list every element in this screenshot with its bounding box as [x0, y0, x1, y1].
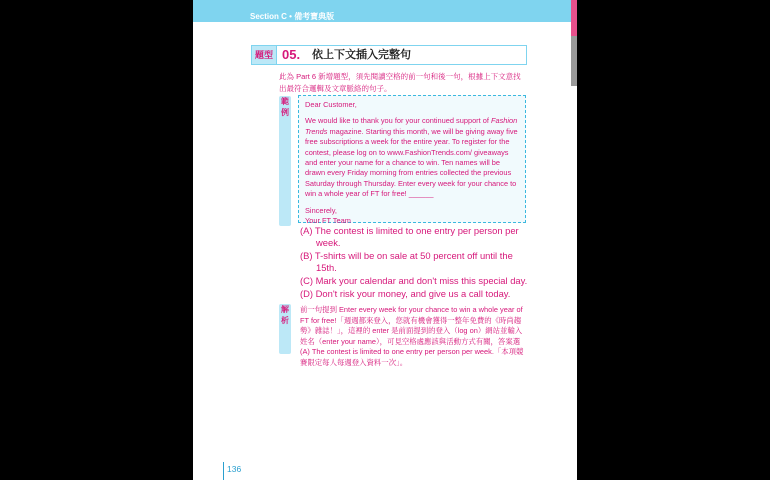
option-b: (B) T-shirts will be on sale at 50 percent off until the 15th.	[300, 250, 513, 273]
page-edge-strip	[571, 36, 577, 86]
answer-options	[300, 225, 528, 301]
example-label-char-2: 例	[281, 108, 289, 117]
book-page	[193, 0, 577, 480]
title-number: 05.	[282, 47, 301, 62]
letter-greeting: Dear Customer,	[305, 100, 357, 109]
title-divider	[276, 46, 277, 64]
letter-body	[305, 116, 519, 199]
option-a: (A) The contest is limited to one entry per person per week.	[300, 225, 519, 248]
title-label: 題型	[252, 46, 276, 64]
letter-signature: Your FT Team	[305, 216, 351, 226]
letter-closing: Sincerely,	[305, 205, 337, 215]
option-c: (C) Mark your calendar and don't miss this special day.	[300, 275, 528, 286]
header-bullet: •	[289, 12, 292, 21]
chapter-tab	[571, 0, 577, 36]
analysis-label-char-1: 解	[281, 305, 289, 314]
letter-body-start: We would like to thank you for your continued support of	[305, 116, 491, 126]
section-header	[250, 11, 334, 22]
question-type-title	[251, 45, 527, 65]
letter-body-rest: magazine. Starting this month, we will be giving away five free subscriptions a week for the entire year. To register for the contest, please log on to www.FashionTrends.com/ giveaways and enter your name for a chance to win. Ten names will be drawn every Friday morning from entries collected the previous Saturday through Thursday. Enter every week for your chance to win a whole year of FT for free! ______	[305, 126, 518, 199]
example-letter	[298, 95, 526, 226]
page-number-rule	[223, 462, 224, 480]
option-d: (D) Don't risk your money, and give us a call today.	[300, 288, 511, 299]
example-label-char-1: 範	[281, 97, 289, 106]
page-number: 136	[227, 464, 242, 474]
title-text: 依上下文插入完整句	[312, 49, 411, 61]
intro-text: 此為 Part 6 新增題型，須先閱讀空格的前一句和後一句，根據上下文意找出最符合邏輯及文章脈絡的句子。	[279, 72, 521, 93]
analysis-text: 前一句提到 Enter every week for your chance to win a whole year of FT for free!「週週都來登入，您就有機會獲得一整年免費的《時尚趨勢》雜誌！」，這裡的 enter 是前面提到的登入（log on）網站並輸入姓名（enter your name），可見空格處應該與活動方式有關，答案選 (A) The contest is limited to one entry per person per week.「本項競賽限定每人每週登入資料一次」。	[300, 305, 524, 367]
example-label	[279, 96, 291, 226]
analysis-label	[279, 304, 291, 354]
analysis-label-char-2: 析	[281, 316, 289, 325]
magazine-name: Fashion Trends	[305, 116, 518, 136]
section-subtitle: 備考寶典版	[294, 12, 335, 21]
section-label: Section C	[250, 12, 287, 21]
